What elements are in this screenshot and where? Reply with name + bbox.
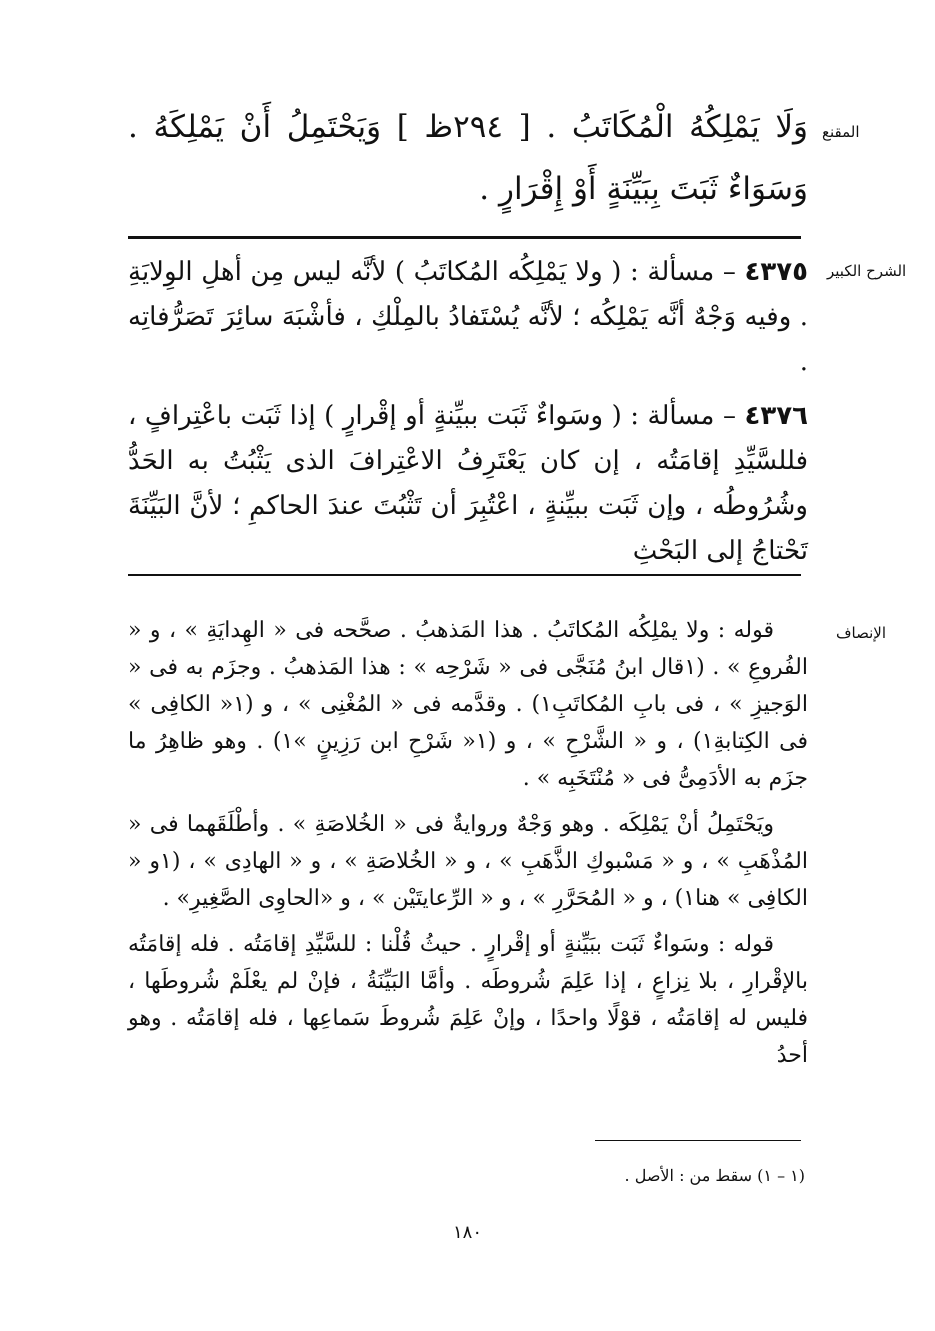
sharh-paragraph-4376 (128, 394, 808, 574)
margin-label-insaf: الإنصاف (836, 624, 887, 642)
margin-label-sharh: الشرح الكبير (827, 262, 907, 280)
mas-ala-number: ٤٣٧٥ (744, 257, 808, 287)
insaf-section (128, 612, 808, 1074)
insaf-paragraph: قوله : وسَواءٌ ثَبَت ببَيِّنةٍ أو إقْرارٍ . حيثُ قُلْنا : للسَّيِّدِ إقامَتُه . فله إقامَتُه بالإقْرارِ ، بلا نِزاعٍ ، إذا عَلِمَ شُروطَه . وأمَّا البَيِّنَةُ ، فإنْ لم يعْلَمْ شُروطَها ، فليس له إقامَتُه ، قوْلًا واحدًا ، وإنْ عَلِمَ شُروطَ سَماعِها ، فله إقامَتُه . وهو أحدُ (128, 932, 808, 1068)
page-number: ١٨٠ (452, 1222, 482, 1243)
sharh-kabir-section (128, 250, 808, 574)
section-divider-thick (128, 236, 801, 239)
mugni-text: وَلَا يَمْلِكُهُ الْمُكَاتَبُ . [ ٢٩٤ظ ] وَيَحْتَمِلُ أَنْ يَمْلِكَهُ . وَسَوَاءٌ ثَبَتَ بِبَيِّنَةٍ أَوْ إِقْرَارٍ . (128, 109, 808, 207)
insaf-paragraph: قوله : ولا يمْلِكُه المُكاتَبُ . هذا المَذهبُ . صحَّحه فى « الهِدايَةِ » ، و « الفُروعِ » . (١قال ابنُ مُنَجَّى فى « شَرْحِه » : هذا المَذهبُ . وجزَم به فى « الوَجيزِ » ، فى بابِ المُكاتَبِ١) . وقدَّمه فى « المُغْنِى » ، و (١« الكافِى » فى الكِتابةِ١) ، و « الشَّرْحِ » ، و (١« شَرْحِ ابن رَزِينٍ »١) . وهو ظاهِرُ ما جزَم به الأدَمِىُّ فى « مُنْتَخَبِه » . (128, 618, 808, 791)
sharh-paragraph-4375 (128, 250, 808, 385)
sharh-paragraph-text: – مسألة : ( ولا يَمْلِكُه المُكاتَبُ ) لأنَّه ليس مِن أهلِ الوِلايَةِ . وفيه وَجْهٌ أنَّه يَمْلِكُه ؛ لأنَّه يُسْتَفادُ بالمِلْكِ ، فأشْبَهَ سائِرَ تَصَرُّفاتِه . (128, 257, 808, 377)
sharh-paragraph-text: – مسألة : ( وسَواءٌ ثَبَت ببيِّنةٍ أو إقْرارٍ ) إذا ثَبَت باعْتِرافٍ ، فللسَّيِّدِ إقامَتُه ، إن كان يَعْتَرِفُ الاعْتِرافَ الذى يَثْبُتُ به الحَدُّ وشُرُوطُه ، وإن ثَبَت ببيِّنةٍ ، اعْتُبِرَ أن تَثْبُتَ عندَ الحاكمِ ؛ لأنَّ البَيِّنَةَ تَحْتاجُ إلى البَحْثِ (128, 401, 808, 566)
section-divider-thin (128, 574, 801, 576)
insaf-paragraph: ويَحْتَمِلُ أنْ يَمْلِكَه . وهو وَجْهٌ وروايةٌ فى « الخُلاصَةِ » . وأطْلَقَهما فى « المُذْهَبِ » ، و « مَسْبوكِ الذَّهَبِ » ، و « الخُلاصَةِ » ، و « الهادِى » ، (١و « الكافِى » هنا١) ، و « المُحَرَّرِ » ، و « الرِّعايتَيْن » ، و «الحاوِى الصَّغِيرِ» . (128, 812, 808, 911)
footnote-divider (595, 1140, 801, 1141)
margin-label-mugni: المقنع (822, 123, 860, 141)
mas-ala-number: ٤٣٧٦ (744, 401, 808, 431)
footnote: (١ – ١) سقط من : الأصل . (624, 1166, 805, 1185)
